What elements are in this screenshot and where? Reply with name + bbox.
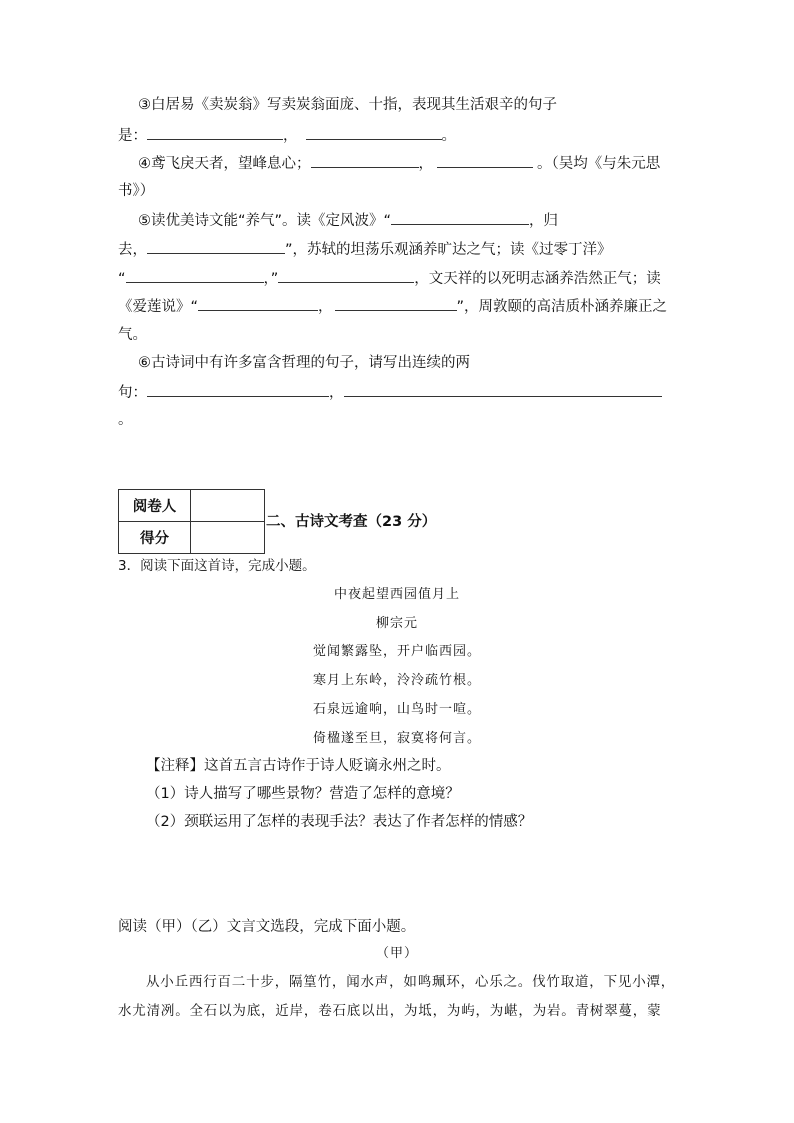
q5-blank-2[interactable]: [147, 239, 285, 254]
q5-blank-4[interactable]: [278, 268, 414, 283]
q5-line2-start: 去，: [118, 242, 147, 258]
q5-line4-end: ”，周敦颐的高洁质朴涵养廉正之: [456, 299, 668, 315]
q5-blank-6[interactable]: [335, 296, 457, 311]
q6-line2: [118, 382, 662, 403]
reviewer-label: 阅卷人: [119, 490, 191, 522]
q3-blank-1[interactable]: [147, 125, 283, 140]
reading-intro: 阅读（甲）（乙）文言文选段，完成下面小题。: [118, 919, 416, 935]
q5-blank-3[interactable]: [126, 268, 264, 283]
q5-blank-5[interactable]: [198, 296, 318, 311]
q5-line3-mid2: ，文天祥的以死明志涵养浩然正气；读: [414, 271, 661, 287]
q3-sep: ，: [283, 128, 298, 144]
q5-line4-sep: ，: [318, 299, 333, 315]
poem-line-3: 石泉远逾响，山鸟时一喧。: [312, 702, 481, 717]
poem-author: 柳宗元: [375, 616, 418, 631]
poem-note: 【注释】这首五言古诗作于诗人贬谪永州之时。: [146, 758, 451, 774]
poem-line-1: 觉闻繁露坠，开户临西园。: [312, 644, 481, 659]
q4-line1: [138, 153, 660, 174]
q6-blank-2[interactable]: [344, 382, 662, 397]
poem-line-4: 倚楹遂至旦，寂寞将何言。: [312, 731, 481, 746]
poem-line-2: 寒月上东岭，泠泠疏竹根。: [312, 673, 481, 688]
q4-suffix: 。（吴均《与朱元思: [537, 156, 661, 172]
q3-line2: [118, 125, 456, 146]
q4-line2: 书》）: [118, 183, 155, 199]
score-table: [118, 489, 265, 554]
q3-line1: ③白居易《卖炭翁》写卖炭翁面庞、十指，表现其生活艰辛的句子: [138, 97, 557, 113]
q4-prefix: ④鸢飞戾天者，望峰息心；: [138, 156, 311, 172]
q5-line3-mid1: ，”: [263, 271, 279, 287]
q5-line4-start: 《爱莲说》“: [118, 299, 199, 315]
reading-part-label: （甲）: [375, 946, 418, 961]
q5-line2: [118, 239, 612, 260]
q3-blank-2[interactable]: [306, 125, 442, 140]
reading-para-line-2: 水尤清冽。全石以为底，近岸，卷石底以出，为坻，为屿，为嵁，为岩。青树翠蔓，蒙: [118, 1003, 662, 1019]
q5-line4: [118, 296, 667, 317]
q5-line3-start: “: [118, 271, 126, 287]
reading-para-line-1: 从小丘西行百二十步，隔篁竹，闻水声，如鸣珮环，心乐之。伐竹取道，下见小潭，: [146, 974, 676, 990]
q5-line1-end: ，归: [529, 213, 559, 229]
reviewer-cell[interactable]: [191, 490, 265, 522]
q3-end: 。: [441, 128, 456, 144]
q6-blank-1[interactable]: [147, 382, 329, 397]
sub-question-2: （2）颈联运用了怎样的表现手法？表达了作者怎样的情感？: [146, 814, 533, 830]
q5-line3: [118, 268, 661, 289]
q5-line5: 气。: [118, 327, 147, 343]
q5-line1-text: ⑤读优美诗文能“养气”。读《定风波》“: [138, 213, 392, 229]
question3-intro: 3．阅读下面这首诗，完成小题。: [118, 558, 316, 574]
section-title: 二、古诗文考查（23 分）: [266, 514, 437, 530]
q6-prefix: 句：: [118, 385, 147, 401]
q4-blank-2[interactable]: [437, 153, 533, 168]
q4-sep: ，: [418, 156, 433, 172]
sub-question-1: （1）诗人描写了哪些景物？营造了怎样的意境？: [146, 786, 460, 802]
q5-line1: [138, 210, 558, 231]
q6-line1: ⑥古诗词中有许多富含哲理的句子，请写出连续的两: [138, 355, 470, 371]
q4-blank-1[interactable]: [311, 153, 419, 168]
q5-line2-mid: ”，苏轼的坦荡乐观涵养旷达之气；读《过零丁洋》: [285, 242, 612, 258]
q6-end: 。: [118, 412, 133, 428]
poem-title: 中夜起望西园值月上: [333, 587, 460, 602]
q6-sep: ，: [329, 385, 344, 401]
q5-blank-1[interactable]: [391, 210, 529, 225]
q3-prefix: 是：: [118, 128, 147, 144]
score-cell[interactable]: [191, 522, 265, 554]
score-label: 得分: [119, 522, 191, 554]
